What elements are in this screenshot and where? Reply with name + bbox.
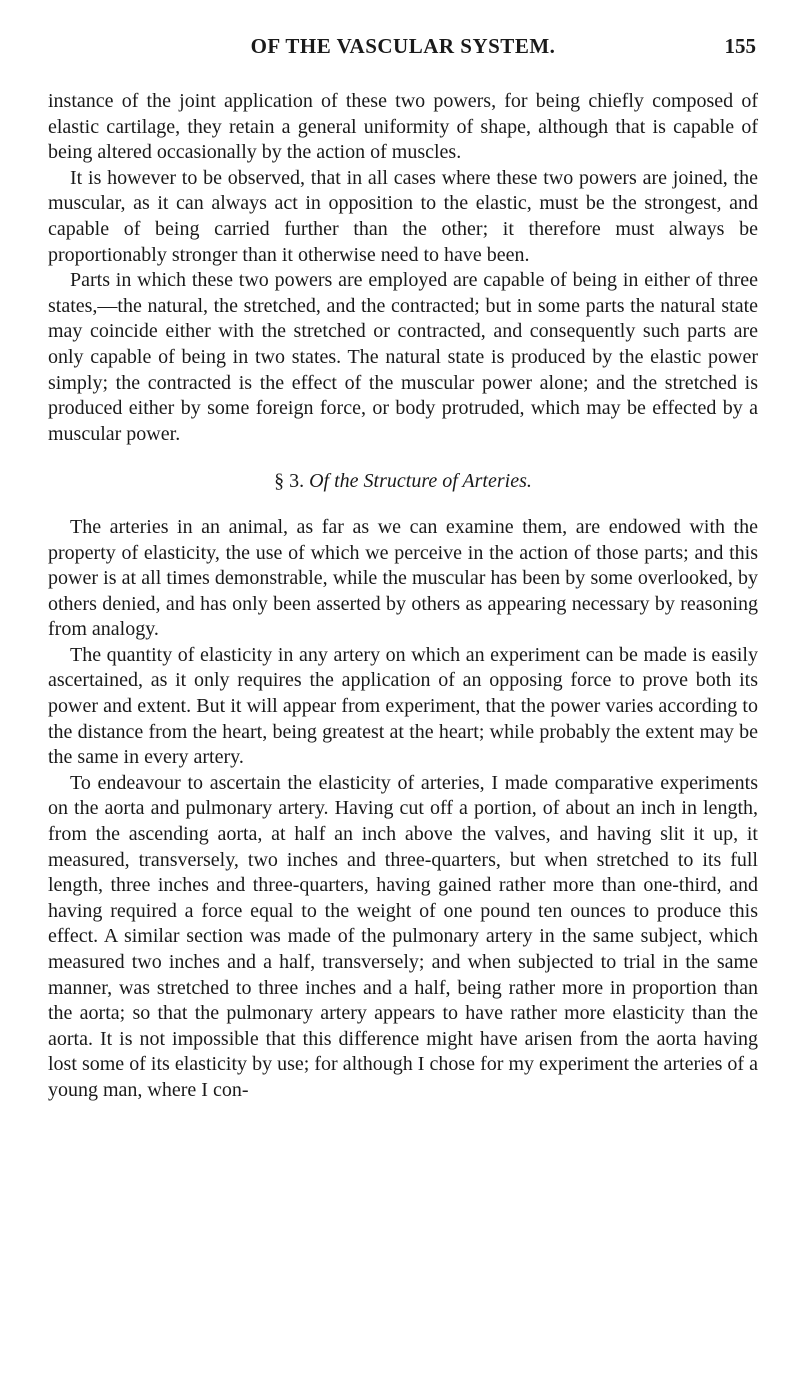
running-head [48,34,758,71]
running-title: OF THE VASCULAR SYSTEM. [250,34,556,58]
page-number: 155 [724,34,756,58]
section-heading [48,469,758,495]
body-text [48,89,758,1104]
paragraph: The arteries in an animal, as far as we can examine them, are endowed with the property of elasticity, the use of which we perceive in the action of those parts; and this power is at all times demonstrable, while the muscular has been by some overlooked, by others denied, and has only been asserted by others as appearing necessary by reasoning from analogy. [48,515,758,641]
paragraph: Parts in which these two powers are employed are capable of being in either of three states,—the natural, the stretched, and the contracted; but in some parts the natural state may coincide either with the stretched or contracted, and consequently such parts are only capable of being in two states. The natural state is produced by the elastic power simply; the contracted is the effect of the muscular power alone; and the stretched is produced either by some foreign force, or body protruded, which may be effected by a muscular power. [48,269,758,445]
book-page [48,34,758,1104]
paragraph: To endeavour to ascertain the elasticity of arteries, I made comparative experiments on the aorta and pulmonary artery. Having cut off a portion, of about an inch in length, from the ascending aorta, at half an inch above the valves, and having slit it up, it measured, transversely, two inches and three-quarters, but when stretched to its full length, three inches and three-quarters, having gained rather more than one-third, and having required a force equal to the weight of one pound ten ounces to produce this effect. A similar section was made of the pulmonary artery in the same subject, which measured two inches and a half, transversely; and when subjected to trial in the same manner, was stretched to three inches and a half, being rather more in proportion than the aorta; so that the pulmonary artery appears to have rather more elasticity than the aorta. It is not impossible that this difference might have arisen from the aorta having lost some of its elasticity by use; for although I chose for my experiment the arteries of a young man, where I con- [48,771,758,1101]
paragraph-continued: instance of the joint application of these two powers, for being chiefly composed of elastic cartilage, they retain a general uniformity of shape, although that is capable of being altered occasionally by the action of muscles. [48,90,758,164]
section-title: Of the Structure of Arteries. [309,470,532,493]
paragraph: It is however to be observed, that in all cases where these two powers are joined, the muscular, as it can always act in opposition to the elastic, must be the strongest, and capable of being carried further than the other; it therefore must always be proportionably stronger than it otherwise need to have been. [48,166,758,266]
section-number: § 3. [274,470,305,493]
paragraph: The quantity of elasticity in any artery on which an experiment can be made is easily ascertained, as it only requires the application of an opposing force to prove both its power and extent. But it will appear from experiment, that the power varies according to the distance from the heart, being greatest at the heart; while probably the extent may be the same in every artery. [48,643,758,769]
